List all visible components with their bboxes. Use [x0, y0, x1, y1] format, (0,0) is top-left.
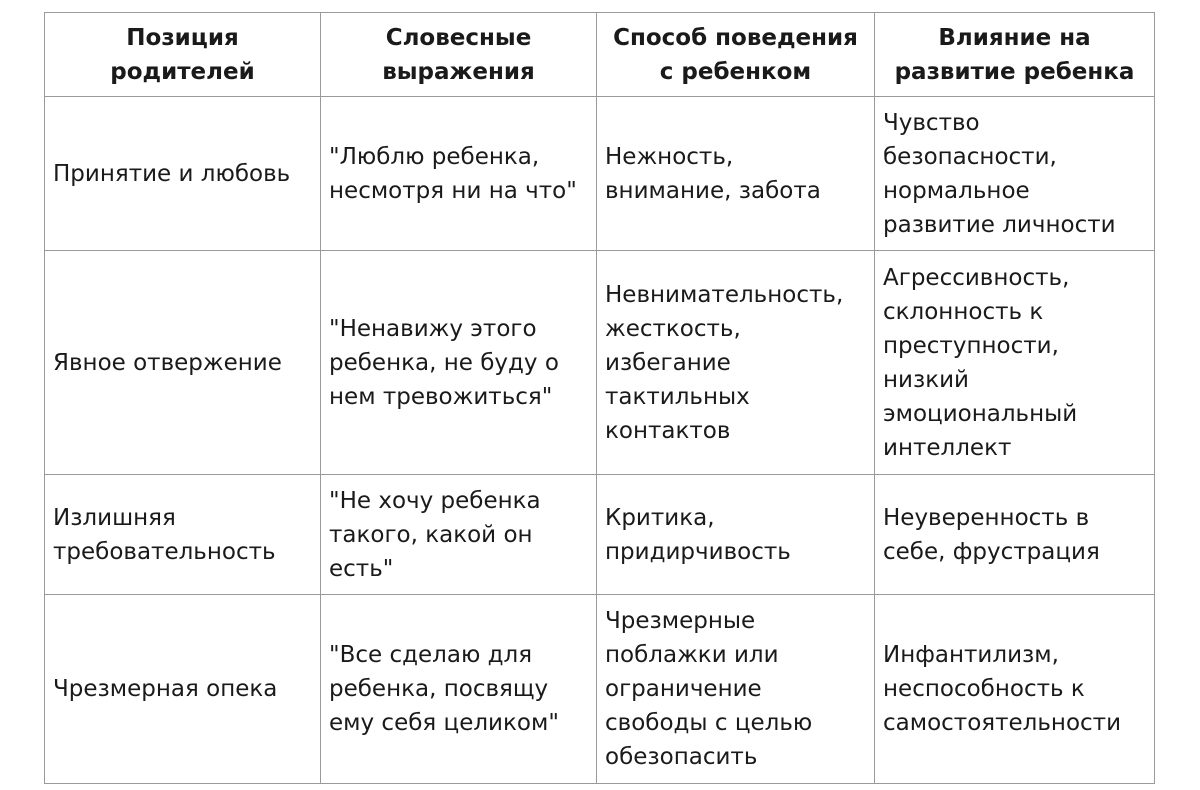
- table-cell: [321, 251, 597, 475]
- parenting-positions-table: [44, 12, 1155, 784]
- cell-text: Агрессивность, склонность к преступности, низкий эмоциональный интеллект: [883, 264, 1078, 461]
- table-cell: [597, 97, 875, 251]
- table-cell: [45, 475, 321, 595]
- table-cell: [597, 251, 875, 475]
- cell-text: Излишняя требовательность: [53, 504, 276, 565]
- table-row: [45, 251, 1155, 475]
- cell-text: Нежность, внимание, забота: [605, 143, 821, 204]
- table-cell: [321, 475, 597, 595]
- table-row: [45, 475, 1155, 595]
- header-label: Способ поведения с ребенком: [613, 24, 858, 85]
- header-label: Позиция родителей: [110, 24, 255, 85]
- table-cell: [45, 595, 321, 784]
- table-cell: [321, 595, 597, 784]
- cell-text: "Не хочу ребенка такого, какой он есть": [329, 487, 541, 582]
- table-cell: [45, 97, 321, 251]
- cell-text: Чувство безопасности, нормальное развитие личности: [883, 109, 1116, 238]
- table-header-row: [45, 13, 1155, 97]
- cell-text: Инфантилизм, неспособность к самостоятельности: [883, 642, 1122, 736]
- cell-text: "Люблю ребенка, несмотря ни на что": [329, 143, 577, 204]
- cell-text: Чрезмерные поблажки или ограничение свободы с целью обезопасить: [605, 608, 813, 770]
- table-cell: [875, 595, 1155, 784]
- header-cell-verbal-expressions: [321, 13, 597, 97]
- cell-text: "Ненавижу этого ребенка, не буду о нем тревожиться": [329, 315, 559, 410]
- cell-text: Явное отвержение: [53, 349, 282, 376]
- header-cell-influence: [875, 13, 1155, 97]
- cell-text: Неуверенность в себе, фрустрация: [883, 504, 1100, 565]
- table-cell: [45, 251, 321, 475]
- table-row: [45, 595, 1155, 784]
- cell-text: Критика, придирчивость: [605, 504, 791, 565]
- header-label: Влияние на развитие ребенка: [894, 24, 1135, 85]
- table-cell: [875, 251, 1155, 475]
- header-label: Словесные выражения: [382, 24, 535, 85]
- cell-text: Принятие и любовь: [53, 160, 291, 187]
- table-cell: [321, 97, 597, 251]
- table-cell: [875, 475, 1155, 595]
- header-cell-behavior: [597, 13, 875, 97]
- cell-text: "Все сделаю для ребенка, посвящу ему себя целиком": [329, 642, 559, 736]
- table-cell: [597, 595, 875, 784]
- header-cell-parent-position: [45, 13, 321, 97]
- cell-text: Чрезмерная опека: [53, 676, 278, 702]
- cell-text: Невнимательность, жесткость, избегание тактильных контактов: [605, 281, 844, 444]
- table-cell: [597, 475, 875, 595]
- table-row: [45, 97, 1155, 251]
- table-cell: [875, 97, 1155, 251]
